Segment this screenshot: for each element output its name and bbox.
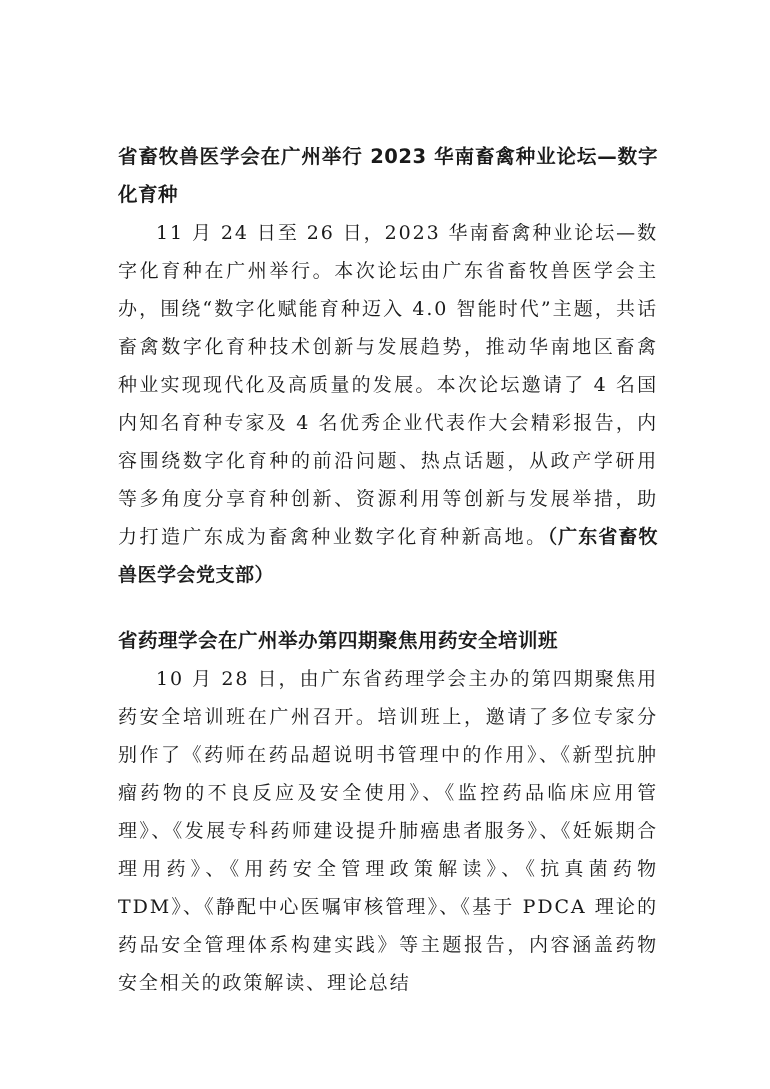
article-source: （广东省畜牧兽医学会党支部） (118, 526, 658, 586)
article-title: 省药理学会在广州举办第四期聚焦用药安全培训班 (118, 629, 559, 652)
news-item-livestock-forum (118, 138, 658, 594)
article-body (118, 214, 658, 594)
article-body-text: 10 月 28 日，由广东省药理学会主办的第四期聚焦用药安全培训班在广州召开。培训班上，邀请了多位专家分别作了《药师在药品超说明书管理中的作用》、《新型抗肿瘤药物的不良反应及安全使用》、《监控药品临床应用管理》、《发展专科药师建设提升肺癌患者服务》、《妊娠期合理用药》、《用药安全管理政策解读》、《抗真菌药物 TDM》、《静配中心医嘱审核管理》、《基于 PDCA 理论的药品安全管理体系构建实践》等主题报告，内容涵盖药物安全相关的政策解读、理论总结 (118, 668, 658, 994)
article-body (118, 660, 658, 1002)
news-item-pharmacology-training (118, 622, 658, 1002)
article-title: 省畜牧兽医学会在广州举行 2023 华南畜禽种业论坛—数字化育种 (118, 145, 658, 206)
article-body-text: 11 月 24 日至 26 日，2023 华南畜禽种业论坛—数字化育种在广州举行。本次论坛由广东省畜牧兽医学会主办，围绕“数字化赋能育种迈入 4.0 智能时代”主题，共话畜禽数字化育种技术创新与发展趋势，推动华南地区畜禽种业实现现代化及高质量的发展。本次论坛邀请了 4 名国内知名育种专家及 4 名优秀企业代表作大会精彩报告，内容围绕数字化育种的前沿问题、热点话题，从政产学研用等多角度分享育种创新、资源利用等创新与发展举措，助力打造广东成为畜禽种业数字化育种新高地。 (118, 222, 658, 548)
